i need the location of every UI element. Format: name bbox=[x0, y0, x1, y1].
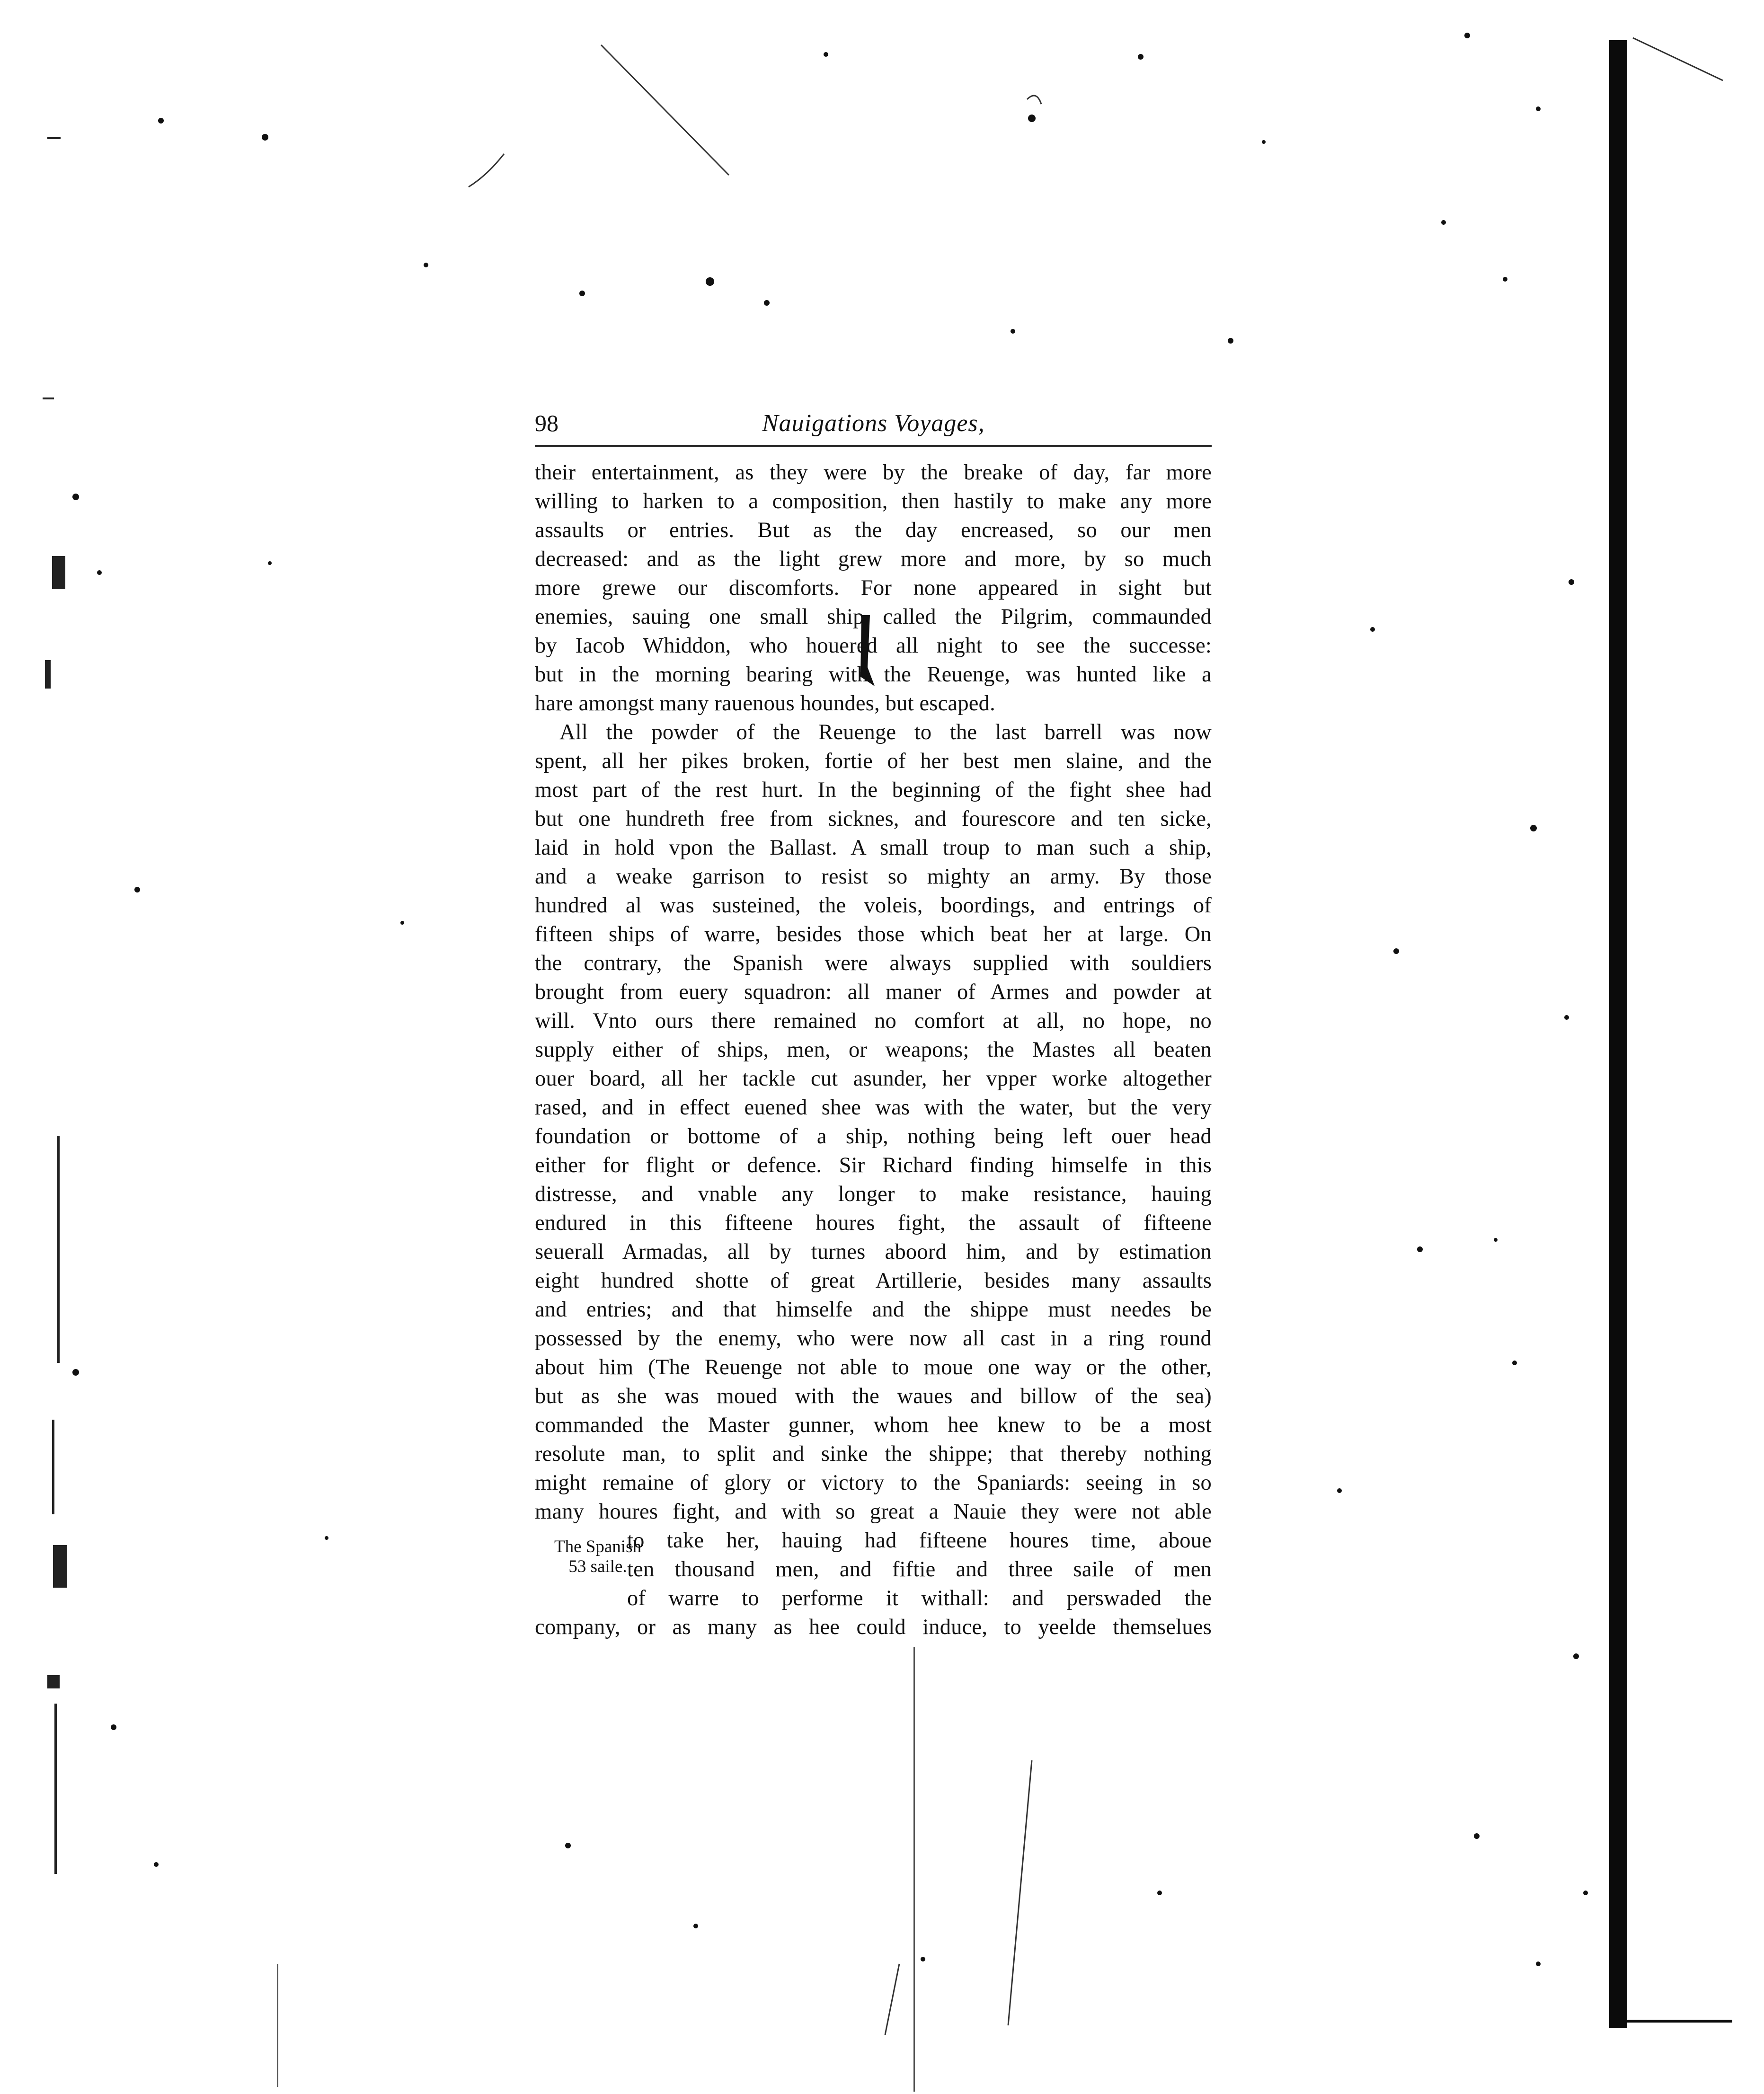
text-line: their entertainment, as they were by the breake of day, far more bbox=[535, 460, 1212, 485]
margin-note-line: 53 saile. bbox=[568, 1557, 627, 1576]
text-line: rased, and in effect euened shee was with the water, but the very bbox=[535, 1096, 1212, 1120]
text-line: endured in this fifteene houres fight, the assault of fifteene bbox=[535, 1211, 1212, 1235]
text-line: hundred al was susteined, the voleis, boordings, and entrings of bbox=[535, 893, 1212, 918]
margin-note bbox=[543, 1537, 652, 1577]
text-line: about him (The Reuenge not able to moue one way or the other, bbox=[535, 1355, 1212, 1379]
text-line: hare amongst many rauenous houndes, but escaped. bbox=[535, 691, 995, 716]
body-text bbox=[535, 458, 1212, 1642]
text-line: ten thousand men, and fiftie and three saile of men bbox=[627, 1557, 1212, 1582]
text-line: many houres fight, and with so great a Nauie they were not able bbox=[535, 1500, 1212, 1524]
text-line: by Iacob Whiddon, who houered all night to see the successe: bbox=[535, 634, 1212, 658]
header-rule bbox=[535, 445, 1212, 447]
text-line: of warre to performe it withall: and perswaded the bbox=[627, 1586, 1212, 1610]
text-line: possessed by the enemy, who were now all cast in a ring round bbox=[535, 1326, 1212, 1351]
text-line: commanded the Master gunner, whom hee knew to be a most bbox=[535, 1413, 1212, 1437]
page-number: 98 bbox=[535, 410, 558, 436]
text-line: supply either of ships, men, or weapons; the Mastes all beaten bbox=[535, 1038, 1212, 1062]
text-line: assaults or entries. But as the day encreased, so our men bbox=[535, 518, 1212, 542]
text-line: enemies, sauing one small ship called the Pilgrim, commaunded bbox=[535, 605, 1212, 629]
text-line: seuerall Armadas, all by turnes aboord him, and by estimation bbox=[535, 1240, 1212, 1264]
text-line: distresse, and vnable any longer to make resistance, hauing bbox=[535, 1182, 1212, 1206]
page-header bbox=[535, 405, 1212, 447]
text-line: either for flight or defence. Sir Richard finding himselfe in this bbox=[535, 1153, 1212, 1177]
text-line: might remaine of glory or victory to the Spaniards: seeing in so bbox=[535, 1471, 1212, 1495]
margin-note-line: The Spanish bbox=[554, 1537, 641, 1556]
text-line: foundation or bottome of a ship, nothing being left ouer head bbox=[535, 1124, 1212, 1149]
text-line: to take her, hauing had fifteene houres time, aboue bbox=[627, 1529, 1212, 1553]
fold-line bbox=[913, 1647, 915, 2092]
text-line: but as she was moued with the waues and billow of the sea) bbox=[535, 1384, 1212, 1408]
binding-edge-foot bbox=[1623, 2020, 1732, 2023]
text-line: and a weake garrison to resist so mighty an army. By those bbox=[535, 865, 1212, 889]
text-line: but one hundreth free from sicknes, and fourescore and ten sicke, bbox=[535, 807, 1212, 831]
text-line: most part of the rest hurt. In the beginning of the fight shee had bbox=[535, 778, 1212, 802]
text-line: eight hundred shotte of great Artillerie, besides many assaults bbox=[535, 1269, 1212, 1293]
fold-line bbox=[277, 1964, 278, 2087]
text-line: spent, all her pikes broken, fortie of her best men slaine, and the bbox=[535, 749, 1212, 773]
text-line: the contrary, the Spanish were always supplied with souldiers bbox=[535, 951, 1212, 975]
text-line: more grewe our discomforts. For none appeared in sight but bbox=[535, 576, 1212, 600]
text-line: resolute man, to split and sinke the shippe; that thereby nothing bbox=[535, 1442, 1212, 1466]
text-line: All the powder of the Reuenge to the last barrell was now bbox=[559, 720, 1212, 744]
text-line: company, or as many as hee could induce, to yeelde themselues bbox=[535, 1615, 1212, 1639]
text-line: fifteen ships of warre, besides those which beat her at large. On bbox=[535, 922, 1212, 946]
binding-edge bbox=[1609, 40, 1627, 2028]
text-line: and entries; and that himselfe and the shippe must needes be bbox=[535, 1298, 1212, 1322]
text-line: willing to harken to a composition, then hastily to make any more bbox=[535, 489, 1212, 513]
text-line: ouer board, all her tackle cut asunder, her vpper worke altogether bbox=[535, 1067, 1212, 1091]
running-head: Nauigations Voyages, bbox=[762, 410, 985, 437]
text-line: will. Vnto ours there remained no comfort at all, no hope, no bbox=[535, 1009, 1212, 1033]
text-line: laid in hold vpon the Ballast. A small troup to man such a ship, bbox=[535, 836, 1212, 860]
text-line: brought from euery squadron: all maner of Armes and powder at bbox=[535, 980, 1212, 1004]
text-line: decreased: and as the light grew more and more, by so much bbox=[535, 547, 1212, 571]
text-line: but in the morning bearing with the Reuenge, was hunted like a bbox=[535, 663, 1212, 687]
